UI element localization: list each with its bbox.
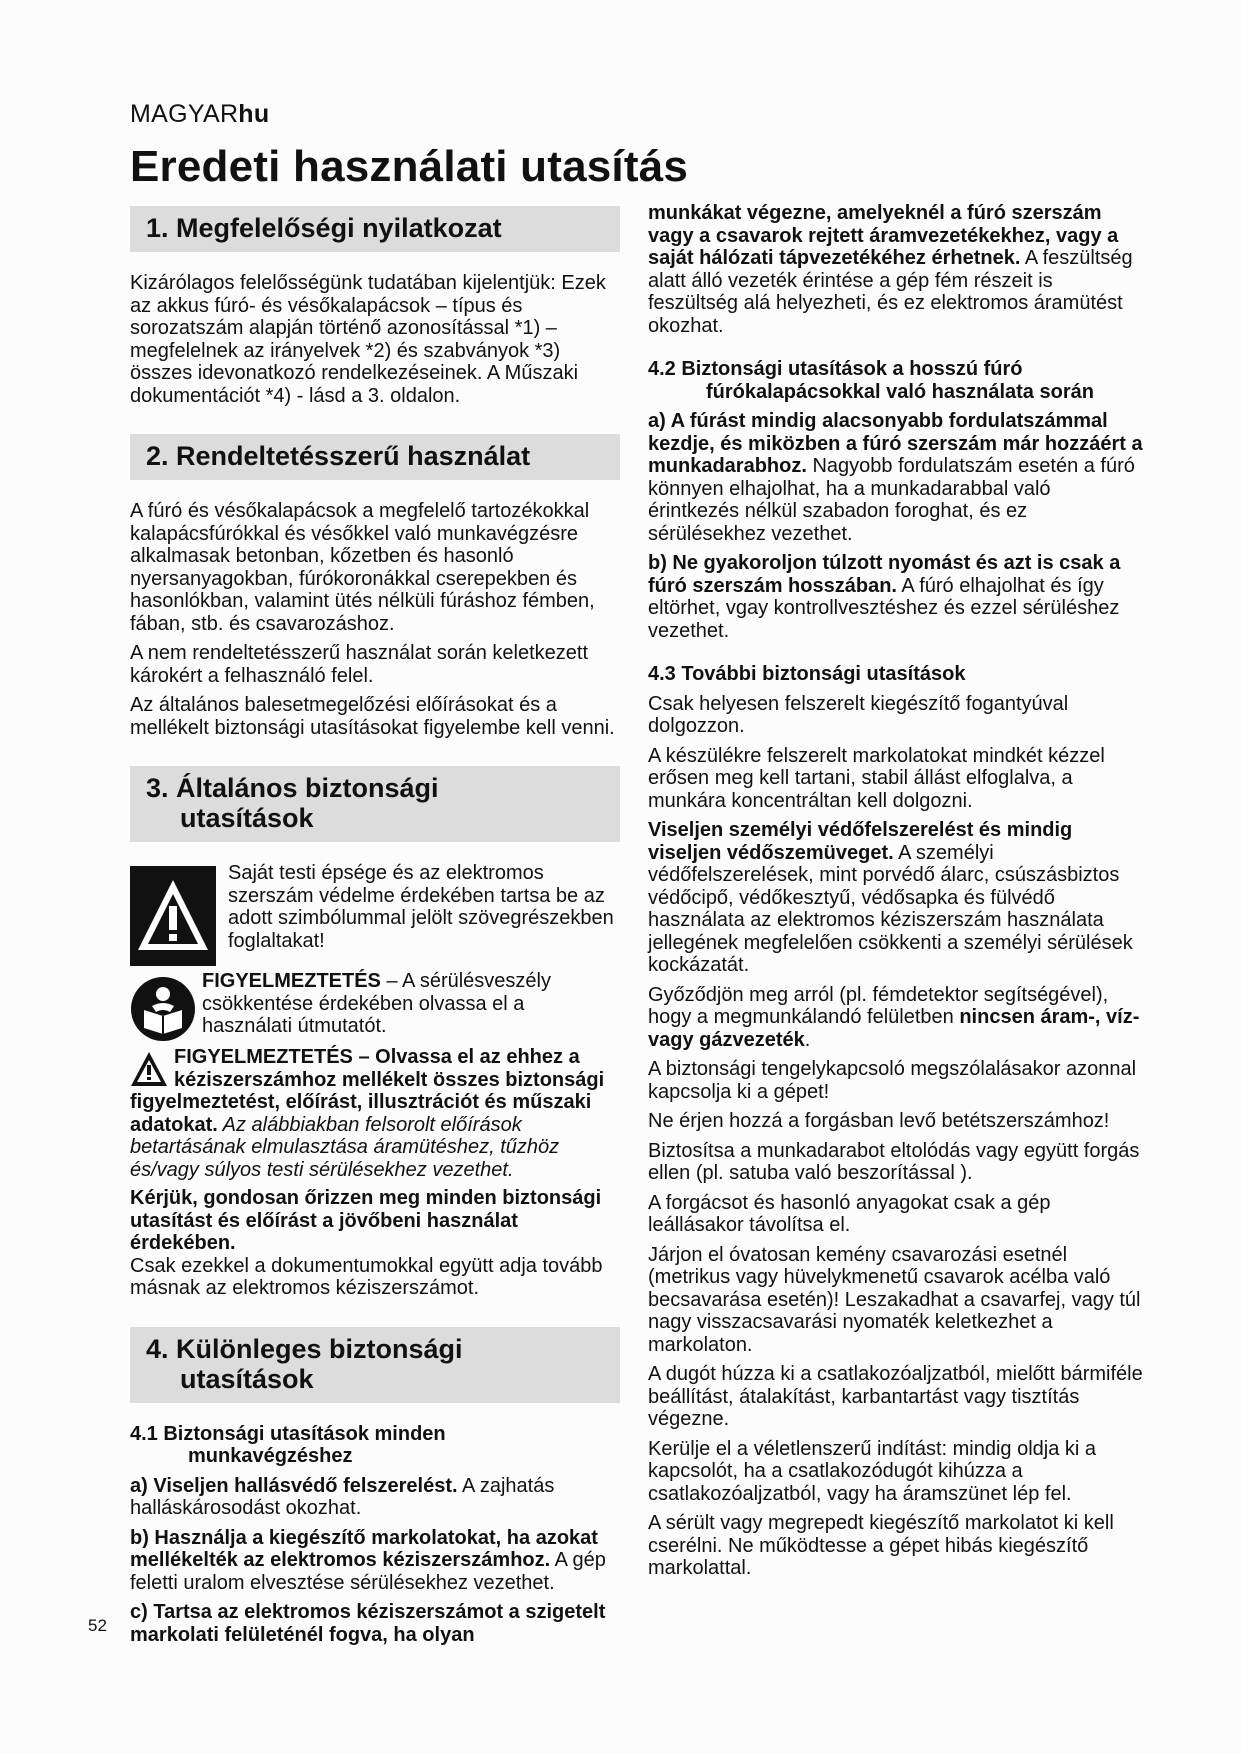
- item-4-1-a: a) Viseljen hallásvédő felszerelést. A zajhatás halláskárosodást okozhat.: [130, 1474, 555, 1519]
- item-4-1-c-continued: munkákat végezne, amelyeknél a fúró szerszám vagy a csavarok rejtett áramvezetékekhez, vagy a saját hálózati tápvezetékéhez érhetnek. A feszültség alatt álló vezeték érintése a gép fém részeit is feszültség alá helyezheti, és ez elektromos áramütést okozhat.: [648, 202, 1133, 337]
- warning-row-3: FIGYELMEZTETÉS – Olvassa el az ehhez a kéziszerszámhoz mellékelt összes biztonsági figyelmeztetést, előírást, illusztrációt és műszaki adatokat. Az alábbiakban felsorolt előírások betartásának elmulasztása áramütéshez, tűzhöz és/vagy súlyos testi sérülésekhez vezethet.: [130, 1046, 605, 1181]
- item-4-3-p1: Csak helyesen felszerelt kiegészítő fogantyúval dolgozzon.: [648, 692, 1069, 737]
- section-2-text-1: A fúró és vésőkalapácsok a megfelelő tartozékokkal kalapácsfúrókkal és vésőkkel való munkavégzésre alkalmasak betonban, kőzetben és hasonló nyersanyagokban, fúrókoronákkal cserepekben és hasonlókban, valamint ütés nélküli fúráshoz fémben, fában, stb. és csavarozáshoz.: [130, 500, 595, 635]
- item-4-3-p6: Ne érjen hozzá a forgásban levő betétszerszámhoz!: [648, 1110, 1110, 1132]
- item-4-3-p10: A dugót húzza ki a csatlakozóaljzatból, mielőtt bármiféle beállítást, átalakítást, karbantartást vagy tisztítás végezne.: [648, 1363, 1143, 1430]
- language-label: MAGYARhu: [130, 100, 270, 128]
- warning-text-1: Saját testi épsége és az elektromos szerszám védelme érdekében tartsa be az adott szimbólummal jelölt szövegrészekben foglaltakat!: [228, 862, 614, 952]
- warning-text-2: FIGYELMEZTETÉS – A sérülésveszély csökkentése érdekében olvassa el a használati útmutatót.: [202, 970, 551, 1037]
- language-code: hu: [238, 100, 270, 128]
- right-column: [648, 202, 1146, 1587]
- item-4-3-p12: A sérült vagy megrepedt kiegészítő markolatot ki kell cserélni. Ne működtesse a gépet hibás kiegészítő markolattal.: [648, 1512, 1114, 1579]
- subsection-4-1-title: 4.1 Biztonsági utasítások minden munkavégzéshez: [130, 1422, 446, 1467]
- left-column: [130, 206, 620, 1653]
- page-title: Eredeti használati utasítás: [130, 142, 689, 191]
- page-number: 52: [88, 1616, 107, 1635]
- section-1-header: 1. Megfelelőségi nyilatkozat: [130, 206, 620, 252]
- item-4-3-p2: A készülékre felszerelt markolatokat mindkét kézzel erősen meg kell tartani, stabil állást elfoglalva, a munkára koncentráltan kell dolgozni.: [648, 744, 1105, 812]
- section-2-text-2: A nem rendeltetésszerű használat során keletkezett károkért a felhasználó felel.: [130, 642, 589, 687]
- item-4-1-b: b) Használja a kiegészítő markolatokat, ha azokat mellékelték az elektromos kéziszerszámhoz. A gép feletti uralom elvesztése sérülésekhez vezethet.: [130, 1526, 606, 1594]
- read-manual-icon: [130, 976, 196, 1042]
- section-3-title-line-1: 3. Általános biztonsági: [146, 773, 439, 803]
- warning-row-1: [130, 862, 620, 966]
- section-4-title-line-1: 4. Különleges biztonsági: [146, 1333, 463, 1364]
- item-4-3-p11: Kerülje el a véletlenszerű indítást: mindig oldja ki a kapcsolót, ha a csatlakozódugót kihúzza a csatlakozóaljzatból, vagy ha áramszünet lép fel.: [648, 1437, 1097, 1505]
- warning-triangle-icon: [130, 866, 216, 966]
- subsection-4-2-title: 4.2 Biztonsági utasítások a hosszú fúró fúrókalapácsokkal való használata során: [648, 358, 1094, 403]
- item-4-2-a: a) A fúrást mindig alacsonyabb fordulatszámmal kezdje, és miközben a fúró szerszám már hozzáért a munkadarabhoz. Nagyobb fordulatszám esetén a fúró könnyen elhajolhat, ha a munkadarabbal való érintkezés nélkül szabadon foroghat, és ez sérülésekhez vezethet.: [648, 410, 1143, 545]
- keep-instructions: Kérjük, gondosan őrizzen meg minden biztonsági utasítást és előírást a jövőbeni használat érdekében. Csak ezekkel a dokumentumokkal együtt adja tovább másnak az elektromos kéziszerszámot.: [130, 1187, 603, 1299]
- section-1-text: Kizárólagos felelősségünk tudatában kijelentjük: Ezek az akkus fúró- és vésőkalapácsok – típus és sorozatszám alapján történő azonosítással *1) – megfelelnek az irányelvek *2) és szabványok *3) összes idevonatkozó rendelkezéseinek. A Műszaki dokumentációt *4) - lásd a 3. oldalon.: [130, 272, 606, 407]
- section-3-title-line-2: utasítások: [180, 803, 314, 833]
- item-4-3-p3: Viseljen személyi védőfelszerelést és mindig viseljen védőszemüveget. A személyi védőfelszerelések, mint porvédő álarc, csúszásbiztos védőcipő, védőkesztyű, védősapka és fülvédő használata az elektromos kéziszerszám használata jellegének megfelelően csökkenti a személyi sérülések kockázatát.: [648, 819, 1133, 976]
- section-3-header: [130, 766, 620, 842]
- warning-row-2: [130, 970, 620, 1042]
- item-4-1-c: c) Tartsa az elektromos kéziszerszámot a szigetelt markolati felületénél fogva, ha olyan: [130, 1601, 606, 1646]
- item-4-3-p8: A forgácsot és hasonló anyagokat csak a gép leállásakor távolítsa el.: [648, 1191, 1051, 1236]
- section-4-header: [130, 1327, 620, 1403]
- section-2-text-3: Az általános balesetmegelőzési előírásokat és a mellékelt biztonsági utasításokat figyelembe kell venni.: [130, 694, 615, 739]
- warning-triangle-small-icon: [130, 1050, 168, 1088]
- warning-block: [130, 862, 620, 1181]
- item-4-3-p9: Járjon el óvatosan kemény csavarozási esetnél (metrikus vagy hüvelykmenetű csavarok acélba való becsavarása esetén)! Leszakadhat a csavarfej, vagy túl nagy visszacsavarási nyomaték keletkezhet a markolaton.: [648, 1243, 1141, 1356]
- item-4-3-p7: Biztosítsa a munkadarabot eltolódás vagy együtt forgás ellen (pl. satuba való beszorítással ).: [648, 1139, 1140, 1184]
- section-2-header: 2. Rendeltetésszerű használat: [130, 434, 620, 480]
- item-4-3-p5: A biztonsági tengelykapcsoló megszólalásakor azonnal kapcsolja ki a gépet!: [648, 1058, 1137, 1103]
- section-4-title-line-2: utasítások: [180, 1363, 314, 1394]
- item-4-2-b: b) Ne gyakoroljon túlzott nyomást és azt is csak a fúró szerszám hosszában. A fúró elhajolhat és így eltörhet, vgay kontrollvesztéshez és ezzel sérüléshez vezethet.: [648, 552, 1121, 642]
- item-4-3-p4: Győződjön meg arról (pl. fémdetektor segítségével), hogy a megmunkálandó felületben nincsen áram-, víz- vagy gázvezeték.: [648, 983, 1140, 1051]
- subsection-4-3-title: 4.3 További biztonsági utasítások: [648, 663, 966, 685]
